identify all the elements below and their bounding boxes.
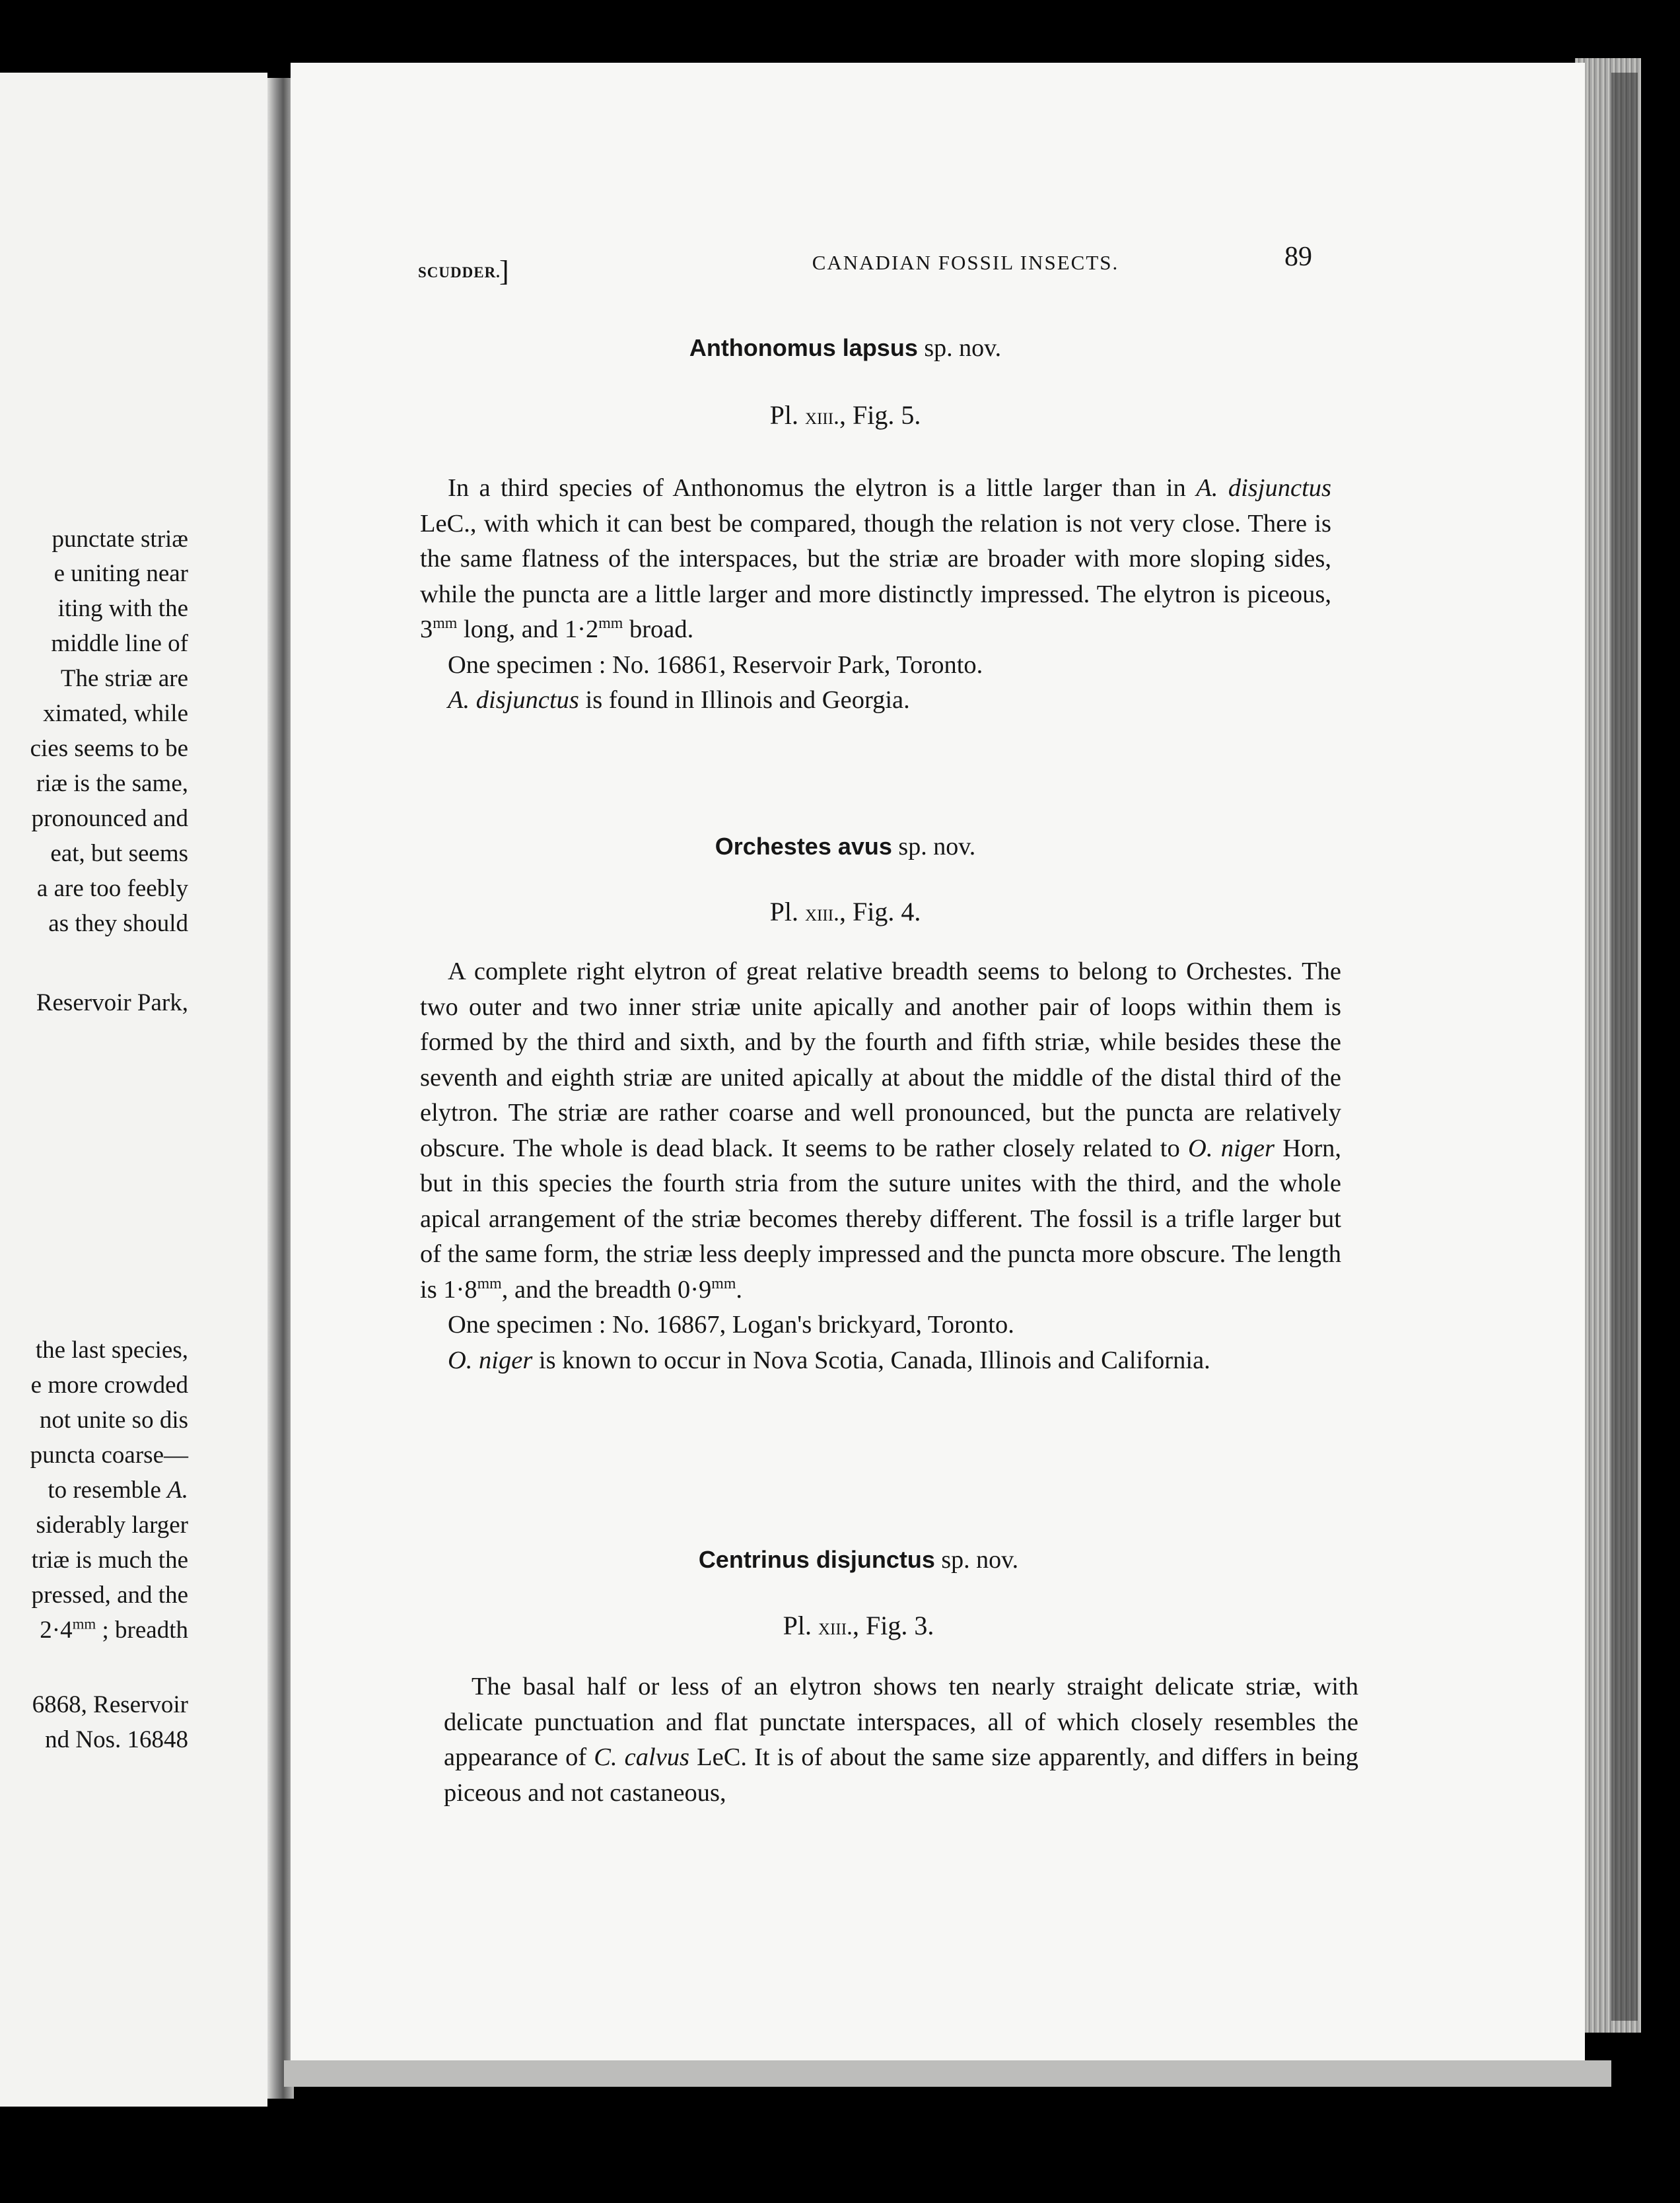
left-text-line: cies seems to be	[30, 735, 188, 762]
left-text-line: eat, but seems	[50, 840, 188, 867]
species-suffix: sp. nov.	[898, 833, 976, 860]
left-text-line: pronounced and	[31, 805, 188, 832]
left-text-line: puncta coarse—	[30, 1442, 188, 1469]
left-text-line: 6868, Reservoir	[32, 1691, 188, 1718]
left-text-line: triæ is much the	[31, 1547, 188, 1574]
section-heading	[291, 333, 1400, 363]
running-head-bracket: ]	[499, 255, 509, 287]
page-edge-shadow	[1611, 73, 1638, 2021]
left-text-line: to resemble A.	[48, 1477, 188, 1504]
running-head-title: CANADIAN FOSSIL INSECTS.	[812, 251, 1119, 274]
paragraph: The basal half or less of an elytron shows ten nearly straight delicate striæ, with delicate punctuation and flat punctate interspaces, all of which closely resembles the appearance of C. calvus LeC. It is of about the same size apparently, and differs in being piceous and not castaneous,	[444, 1673, 1358, 1807]
left-text-line: e uniting near	[53, 560, 188, 587]
left-text-line: nd Nos. 16848	[45, 1726, 188, 1753]
section-heading	[291, 832, 1400, 861]
left-text-line: ximated, while	[43, 700, 188, 727]
plate-reference: Pl. xiii., Fig. 4.	[769, 897, 921, 927]
section-heading	[291, 1545, 1426, 1574]
paragraph: One specimen : No. 16861, Reservoir Park, Toronto.	[448, 650, 983, 679]
plate-reference: Pl. xiii., Fig. 3.	[783, 1611, 934, 1640]
left-text-line: riæ is the same,	[36, 770, 188, 797]
left-text-line: The striæ are	[60, 665, 188, 692]
left-text-line: punctate striæ	[52, 526, 188, 553]
section-body	[420, 954, 1341, 1378]
left-text-line: iting with the	[57, 595, 188, 622]
species-suffix: sp. nov.	[941, 1546, 1019, 1574]
section-body	[420, 471, 1331, 718]
species-name: Anthonomus lapsus	[689, 334, 918, 361]
left-text-line: not unite so dis	[39, 1407, 188, 1434]
running-head-author: SCUDDER.	[418, 264, 501, 281]
left-facing-page	[0, 73, 267, 2107]
left-text-line: middle line of	[51, 630, 188, 657]
left-text-line: $2\cdot 4^{mm}$ ; breadth	[40, 1615, 188, 1644]
left-text-line: a are too feebly	[36, 875, 188, 902]
paragraph: A complete right elytron of great relative breadth seems to belong to Orchestes. The two outer and two inner striæ unite apically and another pair of loops within them is formed by the third and sixth, and by the fourth and fifth striæ, while besides these the seventh and eighth striæ are united apically at about the middle of the distal third of the elytron. The striæ are rather coarse and well pronounced, but the puncta are relatively obscure. The whole is dead black. It seems to be rather closely related to O. niger Horn, but in this species the fourth stria from the suture unites with the third, and the whole apical arrangement of the striæ becomes thereby different. The fossil is a trifle larger but of the same form, the striæ less deeply impressed and the puncta more obscure. The length is $1\cdot 8^{mm}$, and the breadth $0\cdot 9^{mm}$.	[420, 958, 1342, 1304]
page-bottom-edge	[284, 2060, 1611, 2087]
paragraph: A. disjunctus is found in Illinois and Georgia.	[448, 686, 910, 714]
left-text-line: e more crowded	[30, 1372, 188, 1399]
plate-reference: Pl. xiii., Fig. 5.	[769, 400, 921, 430]
left-text-line: pressed, and the	[31, 1582, 188, 1609]
species-suffix: sp. nov.	[924, 334, 1002, 362]
left-text-line: Reservoir Park,	[36, 989, 188, 1016]
paragraph: O. niger is known to occur in Nova Scotia, Canada, Illinois and California.	[448, 1346, 1210, 1374]
left-text-line: siderably larger	[36, 1512, 188, 1539]
left-text-line: as they should	[48, 910, 188, 937]
paragraph: In a third species of Anthonomus the elytron is a little larger than in A. disjunctus LeC., with which it can best be compared, though the relation is not very close. There is the same flatness of the interspaces, but the striæ are broader with more sloping sides, while the puncta are a little larger and more distinctly impressed. The elytron is piceous, $3^{mm}$ long, and $1\cdot 2^{mm}$ broad.	[420, 474, 1332, 643]
species-name: Centrinus disjunctus	[698, 1546, 935, 1573]
section-body	[444, 1669, 1358, 1811]
book-gutter	[267, 78, 294, 2099]
page-number: 89	[1284, 242, 1312, 272]
left-text-line: the last species,	[35, 1337, 188, 1364]
right-page	[291, 63, 1585, 2070]
species-name: Orchestes avus	[715, 833, 892, 860]
paragraph: One specimen : No. 16867, Logan's brickyard, Toronto.	[448, 1311, 1014, 1339]
